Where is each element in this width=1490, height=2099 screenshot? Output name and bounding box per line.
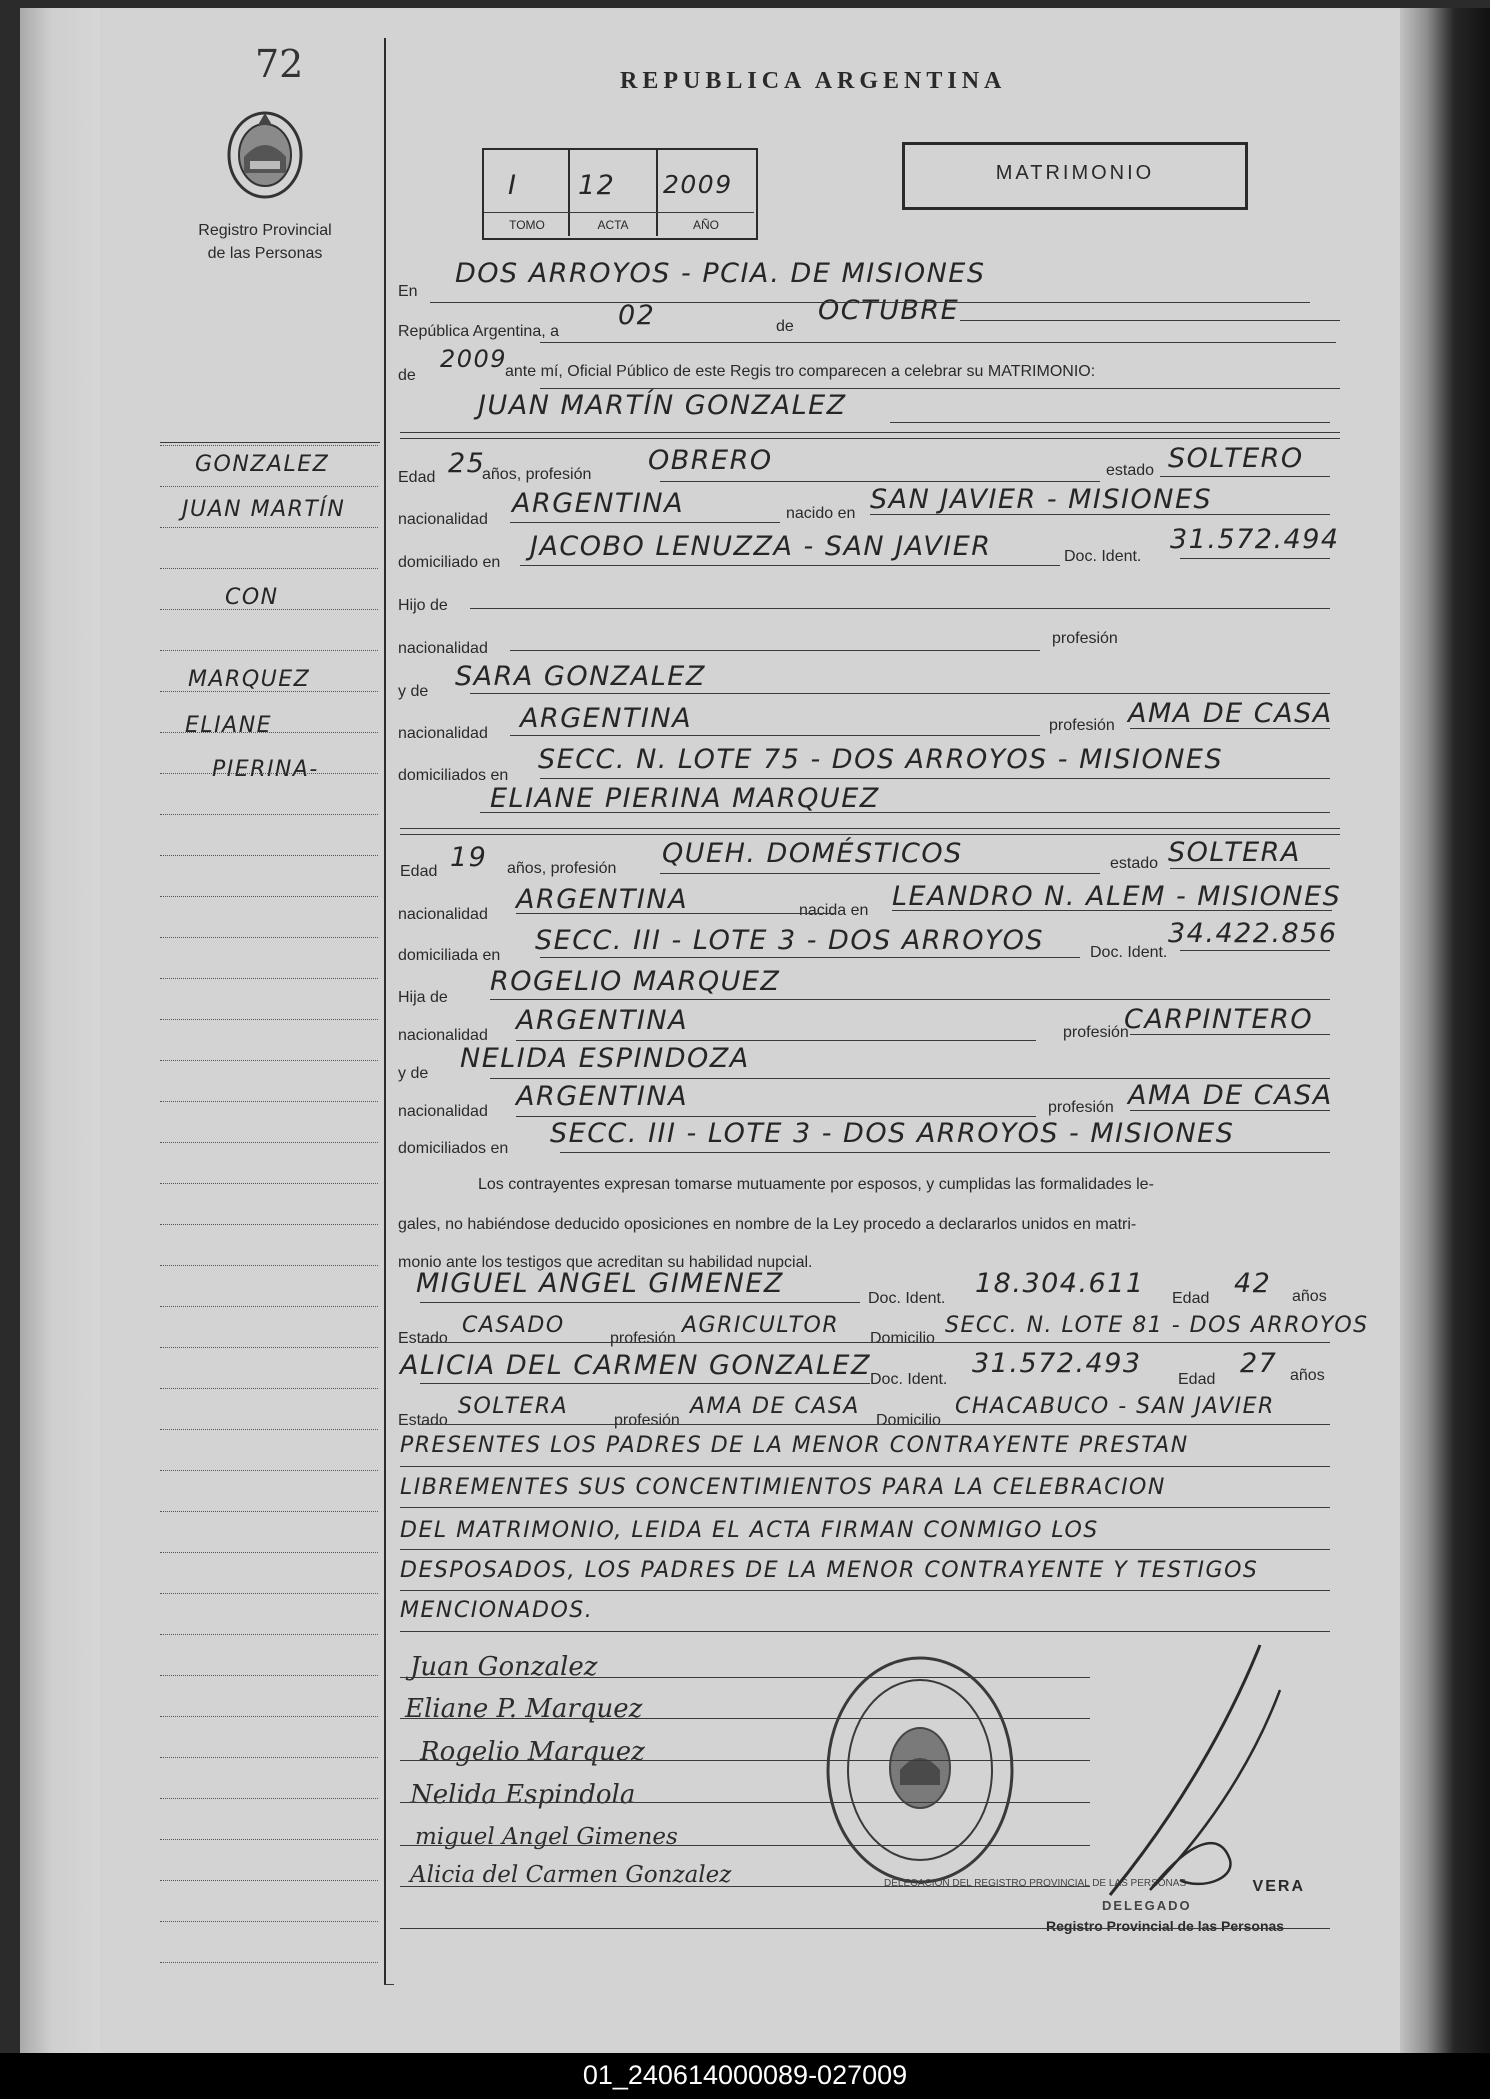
form-underline (1180, 558, 1330, 559)
label-nacionalidad: nacionalidad (398, 640, 488, 657)
groom-status: SOLTERO (1168, 443, 1304, 474)
witness1-name: MIGUEL ANGEL GIMENEZ (416, 1268, 784, 1299)
label-nacida-en: nacida en (799, 902, 869, 919)
form-underline (400, 1466, 1330, 1467)
form-underline (660, 873, 1100, 874)
witness2-status: SOLTERA (458, 1394, 569, 1419)
binding-spine (20, 8, 100, 2053)
form-underline (1130, 728, 1330, 729)
label-nacionalidad: nacionalidad (398, 725, 488, 742)
form-underline (400, 1677, 1090, 1678)
margin-line (160, 1183, 378, 1184)
margin-line (160, 486, 378, 487)
witness2-age: 27 (1240, 1348, 1278, 1379)
margin-line (160, 691, 378, 692)
margin-line (160, 978, 378, 979)
form-underline (490, 999, 1330, 1000)
form-underline (420, 1424, 1330, 1425)
provincial-seal (222, 103, 308, 203)
margin-line (160, 855, 378, 856)
margin-line (160, 445, 378, 446)
page-number: 72 (255, 42, 304, 86)
label-y-de: y de (398, 683, 429, 700)
bride-father-profession: CARPINTERO (1124, 1004, 1314, 1035)
groom-address: JACOBO LENUZZA - SAN JAVIER (530, 531, 992, 562)
registry-name-line2: de las Personas (207, 245, 323, 262)
bride-mother: NELIDA ESPINDOZA (460, 1043, 750, 1074)
margin-line (160, 1019, 378, 1020)
form-underline (540, 778, 1330, 779)
label-domicilio: Domicilio (876, 1412, 941, 1429)
acta-label: ACTA (597, 218, 629, 232)
bride-profession: QUEH. DOMÉSTICOS (662, 838, 963, 869)
margin-line (160, 1265, 378, 1266)
signature-witness1: miguel Angel Gimenes (415, 1824, 678, 1850)
form-underline (420, 1342, 1330, 1343)
official-signature (1080, 1640, 1310, 1900)
label-de-month: de (776, 318, 794, 335)
margin-line (160, 1511, 378, 1512)
margin-line (160, 609, 378, 610)
label-domiciliado-en: domiciliado en (398, 554, 501, 571)
margin-line (160, 1101, 378, 1102)
form-underline (400, 1590, 1330, 1591)
form-underline (540, 388, 1340, 389)
form-underline (400, 432, 1340, 433)
label-doc-ident: Doc. Ident. (1090, 944, 1168, 961)
label-estado: Estado (398, 1412, 448, 1429)
form-underline (400, 1760, 1090, 1761)
witness2-doc-id: 31.572.493 (972, 1348, 1142, 1379)
act-year: 2009 (440, 345, 508, 373)
form-underline (540, 342, 1336, 343)
label-estado: estado (1106, 462, 1155, 479)
margin-groom-given: JUAN MARTÍN (182, 497, 346, 522)
margin-line (160, 650, 378, 651)
image-id-label: 01_240614000089-027009 (582, 2060, 908, 2090)
signature-bride-father: Rogelio Marquez (420, 1737, 645, 1767)
margin-line (160, 814, 378, 815)
label-de-year: de (398, 367, 416, 384)
label-anos: años (1290, 1367, 1325, 1384)
act-month: OCTUBRE (818, 295, 960, 326)
statement-line3: monio ante los testigos que acreditan su habilidad nupcial. (398, 1254, 813, 1271)
groom-mother-profession: AMA DE CASA (1128, 698, 1333, 729)
bride-mother-profession: AMA DE CASA (1128, 1080, 1333, 1111)
form-underline (400, 1718, 1090, 1719)
form-underline (660, 481, 1100, 482)
groom-full-name: JUAN MARTÍN GONZALEZ (478, 390, 847, 421)
round-stamp-text: DELEGACION DEL REGISTRO PROVINCIAL DE LAS PERSONAS (884, 1878, 1187, 1889)
label-profesion: profesión (1048, 1099, 1114, 1116)
form-underline (540, 957, 1080, 958)
form-underline (1160, 476, 1330, 477)
label-nacionalidad: nacionalidad (398, 1103, 488, 1120)
signature-bride-mother: Nelida Espindola (410, 1780, 636, 1810)
record-type: MATRIMONIO (995, 162, 1155, 184)
bride-age: 19 (450, 842, 488, 873)
form-underline (1170, 868, 1330, 869)
form-underline (400, 1802, 1090, 1803)
margin-line (160, 896, 378, 897)
label-edad: Edad (398, 469, 436, 486)
label-hija-de: Hija de (398, 989, 448, 1006)
label-nacido-en: nacido en (786, 505, 856, 522)
label-edad: Edad (400, 863, 438, 880)
margin-line (160, 1429, 378, 1430)
witness1-age: 42 (1234, 1268, 1272, 1299)
witness1-doc-id: 18.304.611 (975, 1268, 1145, 1299)
witness2-profession: AMA DE CASA (690, 1394, 860, 1419)
witness2-address: CHACABUCO - SAN JAVIER (955, 1394, 1275, 1419)
groom-mother-nationality: ARGENTINA (520, 703, 693, 734)
label-y-de: y de (398, 1065, 429, 1082)
bride-father: ROGELIO MARQUEZ (490, 966, 781, 997)
label-ante-mi: ante mí, Oficial Público de este Regis tro comparecen a celebrar su MATRIMONIO: (505, 363, 1096, 380)
form-underline (890, 422, 1330, 423)
margin-bride-surname: MARQUEZ (188, 667, 311, 692)
label-anos-profesion: años, profesión (507, 860, 617, 877)
margin-line (160, 1675, 378, 1676)
statement-line2: gales, no habiéndose deducido oposiciones en nombre de la Ley procedo a declararlos unidos en matri- (398, 1216, 1137, 1233)
bride-address: SECC. III - LOTE 3 - DOS ARROYOS (535, 925, 1044, 956)
official-stamp-name: VERA (1252, 1878, 1305, 1895)
form-underline (470, 693, 1330, 694)
form-underline (1180, 950, 1330, 951)
form-underline (384, 1984, 394, 1985)
form-underline (490, 1078, 1330, 1079)
margin-line (160, 1060, 378, 1061)
margin-line (160, 1921, 378, 1922)
margin-connector: CON (225, 585, 279, 610)
form-underline (420, 1383, 870, 1384)
label-hijo-de: Hijo de (398, 597, 448, 614)
margin-line (160, 1716, 378, 1717)
registry-round-stamp (820, 1650, 1020, 1890)
act-place: DOS ARROYOS - PCIA. DE MISIONES (455, 258, 986, 289)
form-underline (1130, 1110, 1330, 1111)
bride-doc-id: 34.422.856 (1168, 918, 1338, 949)
form-underline (400, 1928, 1330, 1929)
label-domiciliados-en: domiciliados en (398, 1140, 509, 1157)
form-underline (400, 834, 1340, 835)
form-underline (400, 1549, 1330, 1550)
label-domiciliada-en: domiciliada en (398, 947, 501, 964)
acta-value: 12 (578, 170, 616, 201)
groom-profession: OBRERO (648, 445, 773, 476)
statement-line1: Los contrayentes expresan tomarse mutuamente por esposos, y cumplidas las formalidades le- (478, 1176, 1154, 1193)
label-anos-profesion: años, profesión (482, 466, 592, 483)
signature-witness2: Alicia del Carmen Gonzalez (410, 1862, 732, 1888)
margin-line (160, 732, 378, 733)
label-doc-ident: Doc. Ident. (870, 1371, 948, 1388)
form-underline (470, 608, 1330, 609)
margin-line (160, 1306, 378, 1307)
label-nacionalidad: nacionalidad (398, 511, 488, 528)
form-underline (510, 522, 780, 523)
bride-parents-address: SECC. III - LOTE 3 - DOS ARROYOS - MISIONES (550, 1118, 1235, 1149)
tomo-value: I (508, 170, 518, 201)
margin-groom-surname: GONZALEZ (195, 452, 330, 477)
margin-line (160, 1757, 378, 1758)
form-underline (400, 1507, 1330, 1508)
form-underline (510, 650, 1040, 651)
form-underline (430, 302, 1310, 303)
margin-line (160, 1470, 378, 1471)
note-line: DEL MATRIMONIO, LEIDA EL ACTA FIRMAN CONMIGO LOS (400, 1518, 1099, 1543)
anio-value: 2009 (663, 170, 733, 199)
note-line: DESPOSADOS, LOS PADRES DE LA MENOR CONTRAYENTE Y TESTIGOS (400, 1558, 1259, 1583)
margin-line (160, 1798, 378, 1799)
form-underline (400, 1631, 1330, 1632)
form-underline (870, 514, 1330, 515)
groom-doc-id: 31.572.494 (1170, 524, 1340, 555)
form-underline (420, 1302, 860, 1303)
bride-nationality: ARGENTINA (516, 884, 689, 915)
label-doc-ident: Doc. Ident. (1064, 548, 1142, 565)
label-domicilio: Domicilio (870, 1330, 935, 1347)
act-day: 02 (618, 300, 656, 331)
bride-birthplace: LEANDRO N. ALEM - MISIONES (892, 881, 1342, 912)
form-underline (560, 1152, 1330, 1153)
margin-line (160, 527, 378, 528)
margin-line (160, 1552, 378, 1553)
witness1-profession: AGRICULTOR (682, 1313, 840, 1338)
official-stamp-title: DELEGADO (1102, 1898, 1192, 1913)
label-nacionalidad: nacionalidad (398, 906, 488, 923)
label-edad: Edad (1178, 1371, 1216, 1388)
label-republica: República Argentina, a (398, 323, 559, 340)
margin-line (160, 1962, 378, 1963)
bride-status: SOLTERA (1168, 837, 1301, 868)
form-underline (1130, 1034, 1330, 1035)
groom-birthplace: SAN JAVIER - MISIONES (870, 484, 1213, 515)
form-underline (516, 1116, 1036, 1117)
groom-mother: SARA GONZALEZ (455, 661, 706, 692)
margin-bride-given1: ELIANE (185, 713, 273, 738)
margin-line (160, 1634, 378, 1635)
note-line: LIBREMENTES SUS CONCENTIMIENTOS PARA LA CELEBRACION (400, 1475, 1166, 1500)
groom-parents-address: SECC. N. LOTE 75 - DOS ARROYOS - MISIONES (538, 744, 1224, 775)
label-doc-ident: Doc. Ident. (868, 1290, 946, 1307)
official-stamp-registry: Registro Provincial de las Personas (1046, 1918, 1285, 1934)
witness2-name: ALICIA DEL CARMEN GONZALEZ (400, 1350, 871, 1381)
form-underline (400, 438, 1340, 439)
label-profesion: profesión (1063, 1024, 1129, 1041)
registry-name-line1: Registro Provincial (198, 222, 332, 239)
margin-line (160, 1880, 378, 1881)
margin-line (160, 1224, 378, 1225)
margin-line (160, 1347, 378, 1348)
label-profesion: profesión (1049, 717, 1115, 734)
form-underline (400, 1845, 1090, 1846)
groom-nationality: ARGENTINA (512, 488, 685, 519)
bride-mother-nationality: ARGENTINA (516, 1081, 689, 1112)
margin-line (160, 568, 378, 569)
label-estado: Estado (398, 1330, 448, 1347)
margin-line (160, 1142, 378, 1143)
form-underline (960, 320, 1340, 321)
form-underline (520, 565, 1060, 566)
margin-rule (160, 442, 380, 443)
label-profesion: profesión (610, 1330, 676, 1347)
record-box-rule (484, 212, 754, 213)
book-edge (1400, 8, 1490, 2053)
form-underline (510, 735, 1040, 736)
groom-age: 25 (448, 448, 486, 479)
signature-bride: Eliane P. Marquez (405, 1694, 643, 1724)
margin-line (160, 937, 378, 938)
label-nacionalidad: nacionalidad (398, 1027, 488, 1044)
form-underline (480, 812, 1330, 813)
label-anos: años (1292, 1288, 1327, 1305)
note-line: PRESENTES LOS PADRES DE LA MENOR CONTRAYENTE PRESTAN (400, 1433, 1189, 1458)
note-line: MENCIONADOS. (400, 1598, 594, 1623)
form-underline (400, 1886, 1090, 1887)
anio-label: AÑO (692, 218, 719, 232)
margin-line (160, 1388, 378, 1389)
bride-father-nationality: ARGENTINA (516, 1005, 689, 1036)
form-underline (516, 1040, 1036, 1041)
form-underline (892, 910, 1332, 911)
label-estado: estado (1110, 855, 1159, 872)
form-underline (516, 913, 836, 914)
signature-groom: Juan Gonzalez (410, 1652, 598, 1682)
margin-line (160, 1593, 378, 1594)
margin-bride-given2: PIERINA- (212, 757, 319, 782)
form-underline (400, 828, 1340, 829)
witness1-address: SECC. N. LOTE 81 - DOS ARROYOS (945, 1313, 1369, 1338)
label-en: En (398, 283, 418, 300)
tomo-label: TOMO (509, 218, 545, 232)
margin-divider (384, 38, 386, 1985)
label-edad: Edad (1172, 1290, 1210, 1307)
margin-line (160, 1839, 378, 1840)
margin-line (160, 773, 378, 774)
bride-full-name: ELIANE PIERINA MARQUEZ (490, 783, 880, 814)
label-domiciliados-en: domiciliados en (398, 767, 509, 784)
label-profesion: profesión (614, 1412, 680, 1429)
country-heading: REPUBLICA ARGENTINA (620, 68, 1007, 94)
witness1-status: CASADO (462, 1313, 565, 1338)
label-profesion: profesión (1052, 630, 1118, 647)
